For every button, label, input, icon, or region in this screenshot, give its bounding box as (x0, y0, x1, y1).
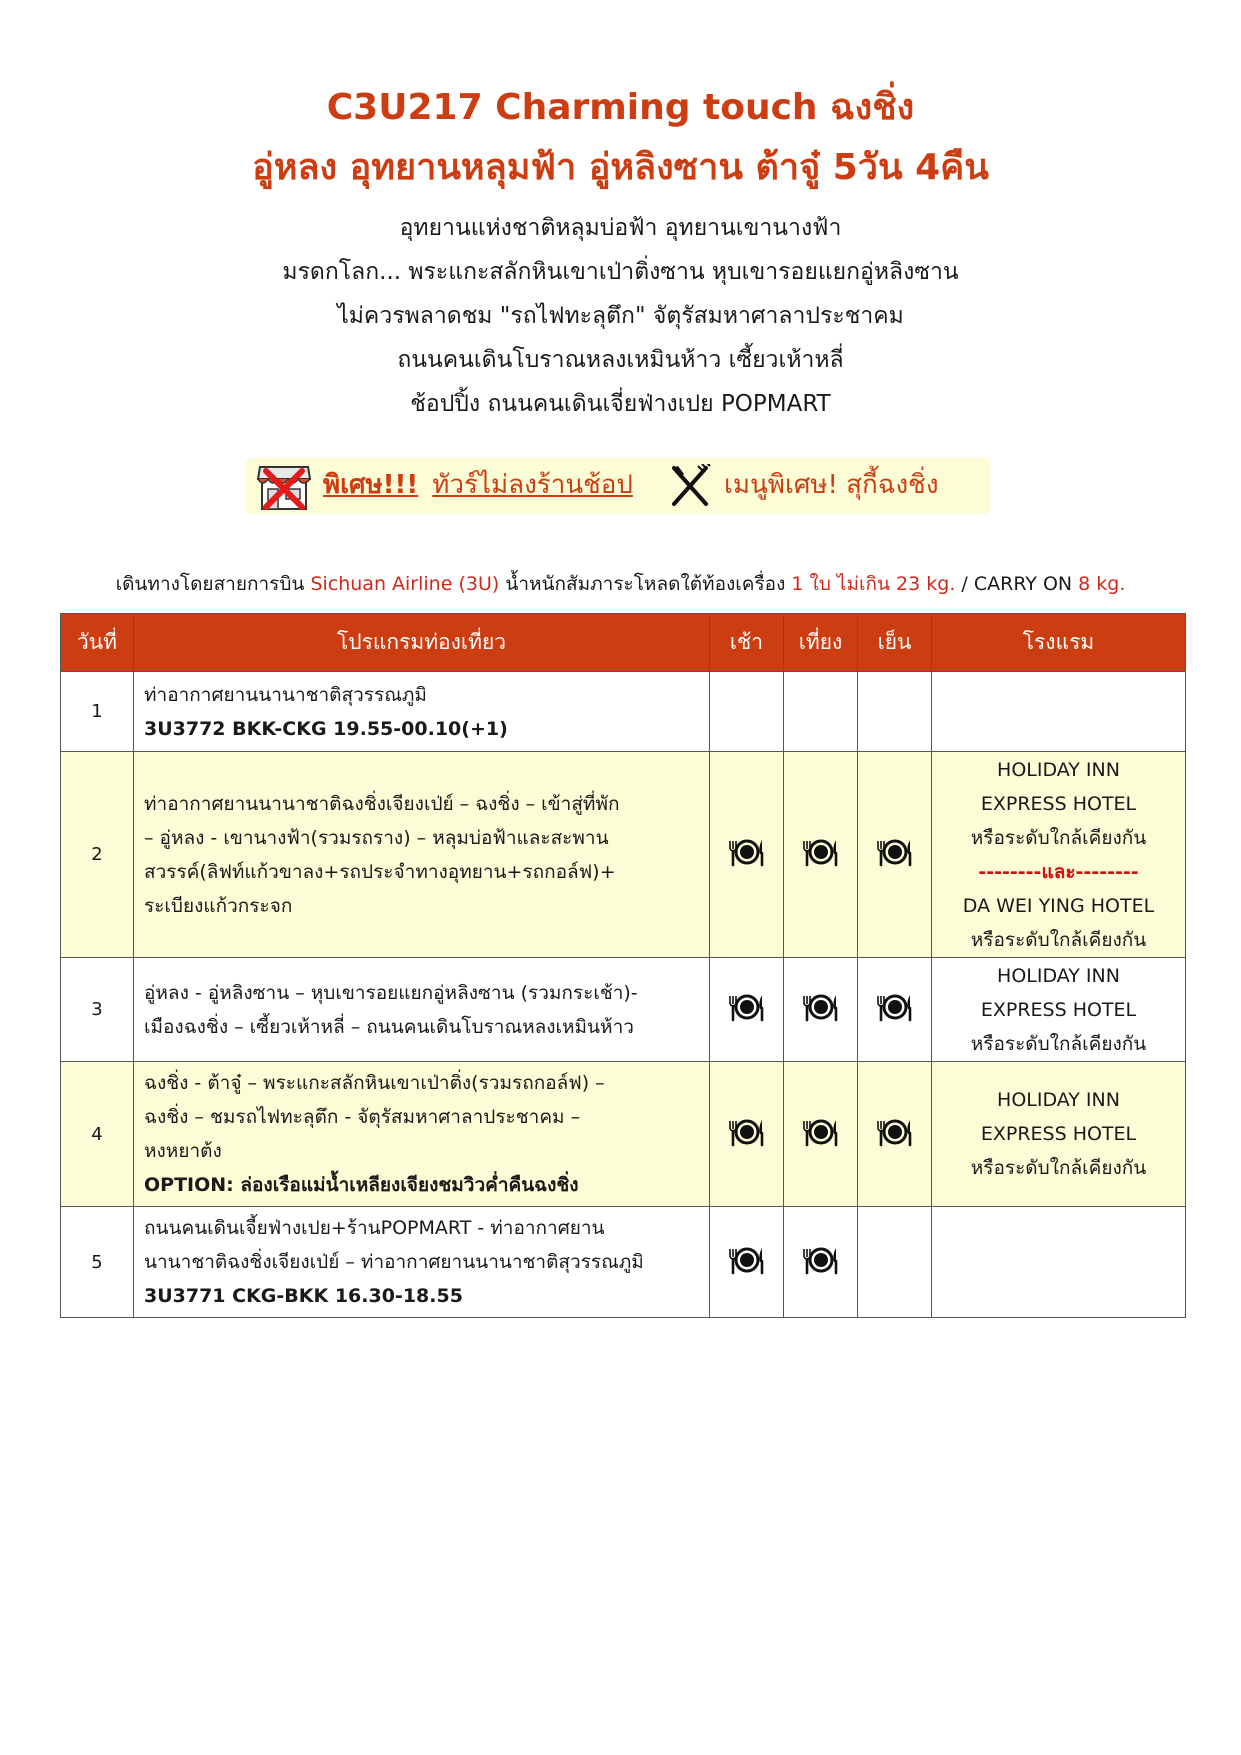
header-hotel: โรงแรม (932, 614, 1186, 672)
plate-cutlery-icon (727, 835, 767, 874)
no-shopping-label (323, 468, 633, 502)
plate-cutlery-icon (801, 835, 841, 874)
table-row (61, 1062, 1186, 1207)
highlight-line: ถนนคนเดินโบราณหลงเหมินห้าว เซี้ยวเห้าหลี่ (397, 347, 844, 373)
highlights-list (0, 206, 1241, 426)
day-number: 1 (61, 672, 134, 752)
hotel-name: HOLIDAY INN (997, 758, 1120, 781)
header-dinner: เย็น (858, 614, 932, 672)
highlight-line: อุทยานแห่งชาติหลุมบ่อฟ้า อุทยานเขานางฟ้า (399, 215, 842, 241)
plate-cutlery-icon (727, 1115, 767, 1154)
table-row (61, 958, 1186, 1062)
dinner-cell (858, 672, 932, 752)
program-cell (134, 958, 710, 1062)
plate-cutlery-icon (801, 1243, 841, 1282)
program-line: ถนนคนเดินเจี้ยฟ่างเปย+ร้านPOPMART - ท่าอากาศยาน (144, 1217, 605, 1239)
dinner-cell (858, 958, 932, 1062)
program-line: สวรรค์(ลิฟท์แก้วขาลง+รถประจำทางอุทยาน+รถกอล์ฟ)+ (144, 860, 616, 883)
carry-on-limit: 8 kg. (1078, 573, 1126, 595)
lunch-cell (784, 1207, 858, 1318)
no-shop-text: ทัวร์ไม่ลงร้านช้อป (432, 470, 633, 500)
breakfast-cell (710, 752, 784, 958)
flight-line: 3U3771 CKG-BKK 16.30-18.55 (144, 1285, 463, 1307)
program-line: เมืองฉงชิ่ง – เซี้ยวเห้าหลี่ – ถนนคนเดินโบราณหลงเหมินห้าว (144, 1015, 634, 1038)
airline-info (0, 569, 1241, 599)
lunch-cell (784, 1062, 858, 1207)
table-header-row (61, 614, 1186, 672)
hotel-note: หรือระดับใกล้เคียงกัน (970, 928, 1147, 951)
breakfast-cell (710, 672, 784, 752)
table-row (61, 752, 1186, 958)
special-menu-text: เมนูพิเศษ! สุกี้ฉงชิ่ง (724, 470, 939, 500)
hotel-note: หรือระดับใกล้เคียงกัน (970, 826, 1147, 849)
airline-name: Sichuan Airline (3U) (310, 573, 500, 595)
highlight-line: ช้อปปิ้ง ถนนคนเดินเจี่ยฟ่างเปย POPMART (410, 391, 831, 417)
program-cell (134, 1062, 710, 1207)
hotel-cell (932, 672, 1186, 752)
day-number: 3 (61, 958, 134, 1062)
program-line: อู่หลง - อู่หลิงซาน – หุบเขารอยแยกอู่หลิงซาน (รวมกระเช้า)- (144, 981, 638, 1004)
hotel-name: EXPRESS HOTEL (980, 998, 1137, 1021)
option-line: OPTION: ล่องเรือแม่น้ำเหลียงเจียงชมวิวค่ำคืนฉงชิ่ง (144, 1174, 579, 1196)
plate-cutlery-icon (875, 990, 915, 1029)
lunch-cell (784, 672, 858, 752)
plate-cutlery-icon (875, 835, 915, 874)
hotel-note: หรือระดับใกล้เคียงกัน (970, 1157, 1147, 1179)
dinner-cell (858, 1062, 932, 1207)
program-cell (134, 752, 710, 958)
header-program: โปรแกรมท่องเที่ยว (134, 614, 710, 672)
program-line: หงหยาต้ง (144, 1140, 222, 1162)
hotel-cell (932, 1062, 1186, 1207)
day-number: 5 (61, 1207, 134, 1318)
day-number: 4 (61, 1062, 134, 1207)
baggage-limit: 1 ใบ ไม่เกิน 23 kg. (791, 573, 956, 595)
tour-title: C3U217 Charming touch ฉงชิ่ง (326, 87, 915, 128)
dinner-cell (858, 1207, 932, 1318)
program-cell (134, 672, 710, 752)
header-breakfast: เช้า (710, 614, 784, 672)
hotel-cell (932, 958, 1186, 1062)
plate-cutlery-icon (801, 990, 841, 1029)
itinerary-table (60, 613, 1186, 1318)
breakfast-cell (710, 1207, 784, 1318)
cutlery-icon (668, 464, 712, 512)
hotel-name: DA WEI YING HOTEL (962, 894, 1155, 917)
table-row (61, 1207, 1186, 1318)
special-label: พิเศษ!!! (323, 470, 419, 500)
program-line: ระเบียงแก้วกระจก (144, 894, 293, 917)
plate-cutlery-icon (801, 1115, 841, 1154)
lunch-cell (784, 752, 858, 958)
program-line: – อู่หลง - เขานางฟ้า(รวมรถราง) – หลุมบ่อฟ้าและสะพาน (144, 826, 609, 849)
header-lunch: เที่ยง (784, 614, 858, 672)
breakfast-cell (710, 1062, 784, 1207)
no-shop-icon (256, 459, 312, 517)
program-line: ฉงชิ่ง - ต้าจู๋ – พระแกะสลักหินเขาเป่าติ่ง(รวมรถกอล์ฟ) – (144, 1072, 605, 1094)
program-line: นานาชาติฉงชิ่งเจียงเป่ย์ – ท่าอากาศยานนานาชาติสุวรรณภูมิ (144, 1251, 644, 1273)
plate-cutlery-icon (727, 990, 767, 1029)
highlight-line: มรดกโลก... พระแกะสลักหินเขาเป่าติ่งซาน หุบเขารอยแยกอู่หลิงซาน (282, 259, 959, 285)
breakfast-cell (710, 958, 784, 1062)
lunch-cell (784, 958, 858, 1062)
day-number: 2 (61, 752, 134, 958)
hotel-name: HOLIDAY INN (997, 964, 1120, 987)
program-line: ท่าอากาศยานนานาชาติฉงชิ่งเจียงเป่ย์ – ฉงชิ่ง – เข้าสู่ที่พัก (144, 792, 620, 815)
carry-on-label: / CARRY ON (961, 573, 1073, 595)
tour-subtitle-title: อู่หลง อุทยานหลุมฟ้า อู่หลิงซาน ต้าจู๋ 5วัน 4คืน (252, 147, 989, 188)
highlight-line: ไม่ควรพลาดชม "รถไฟทะลุตึก" จัตุรัสมหาศาลาประชาคม (337, 303, 904, 329)
flight-line: 3U3772 BKK-CKG 19.55-00.10(+1) (144, 717, 508, 740)
program-line: ท่าอากาศยานนานาชาติสุวรรณภูมิ (144, 683, 427, 706)
hotel-separator: --------และ-------- (978, 860, 1139, 883)
plate-cutlery-icon (727, 1243, 767, 1282)
baggage-text: น้ำหนักสัมภาระโหลดใต้ท้องเครื่อง (505, 573, 786, 595)
program-cell (134, 1207, 710, 1318)
plate-cutlery-icon (875, 1115, 915, 1154)
dinner-cell (858, 752, 932, 958)
hotel-name: EXPRESS HOTEL (980, 1123, 1137, 1145)
hotel-note: หรือระดับใกล้เคียงกัน (970, 1032, 1147, 1055)
hotel-name: EXPRESS HOTEL (980, 792, 1137, 815)
promo-banner (246, 458, 990, 514)
table-row (61, 672, 1186, 752)
airline-prefix: เดินทางโดยสายการบิน (115, 573, 305, 595)
hotel-cell (932, 752, 1186, 958)
hotel-name: HOLIDAY INN (997, 1089, 1120, 1111)
hotel-cell (932, 1207, 1186, 1318)
program-line: ฉงชิ่ง – ชมรถไฟทะลุตึก - จัตุรัสมหาศาลาประชาคม – (144, 1106, 581, 1128)
header-day: วันที่ (61, 614, 134, 672)
